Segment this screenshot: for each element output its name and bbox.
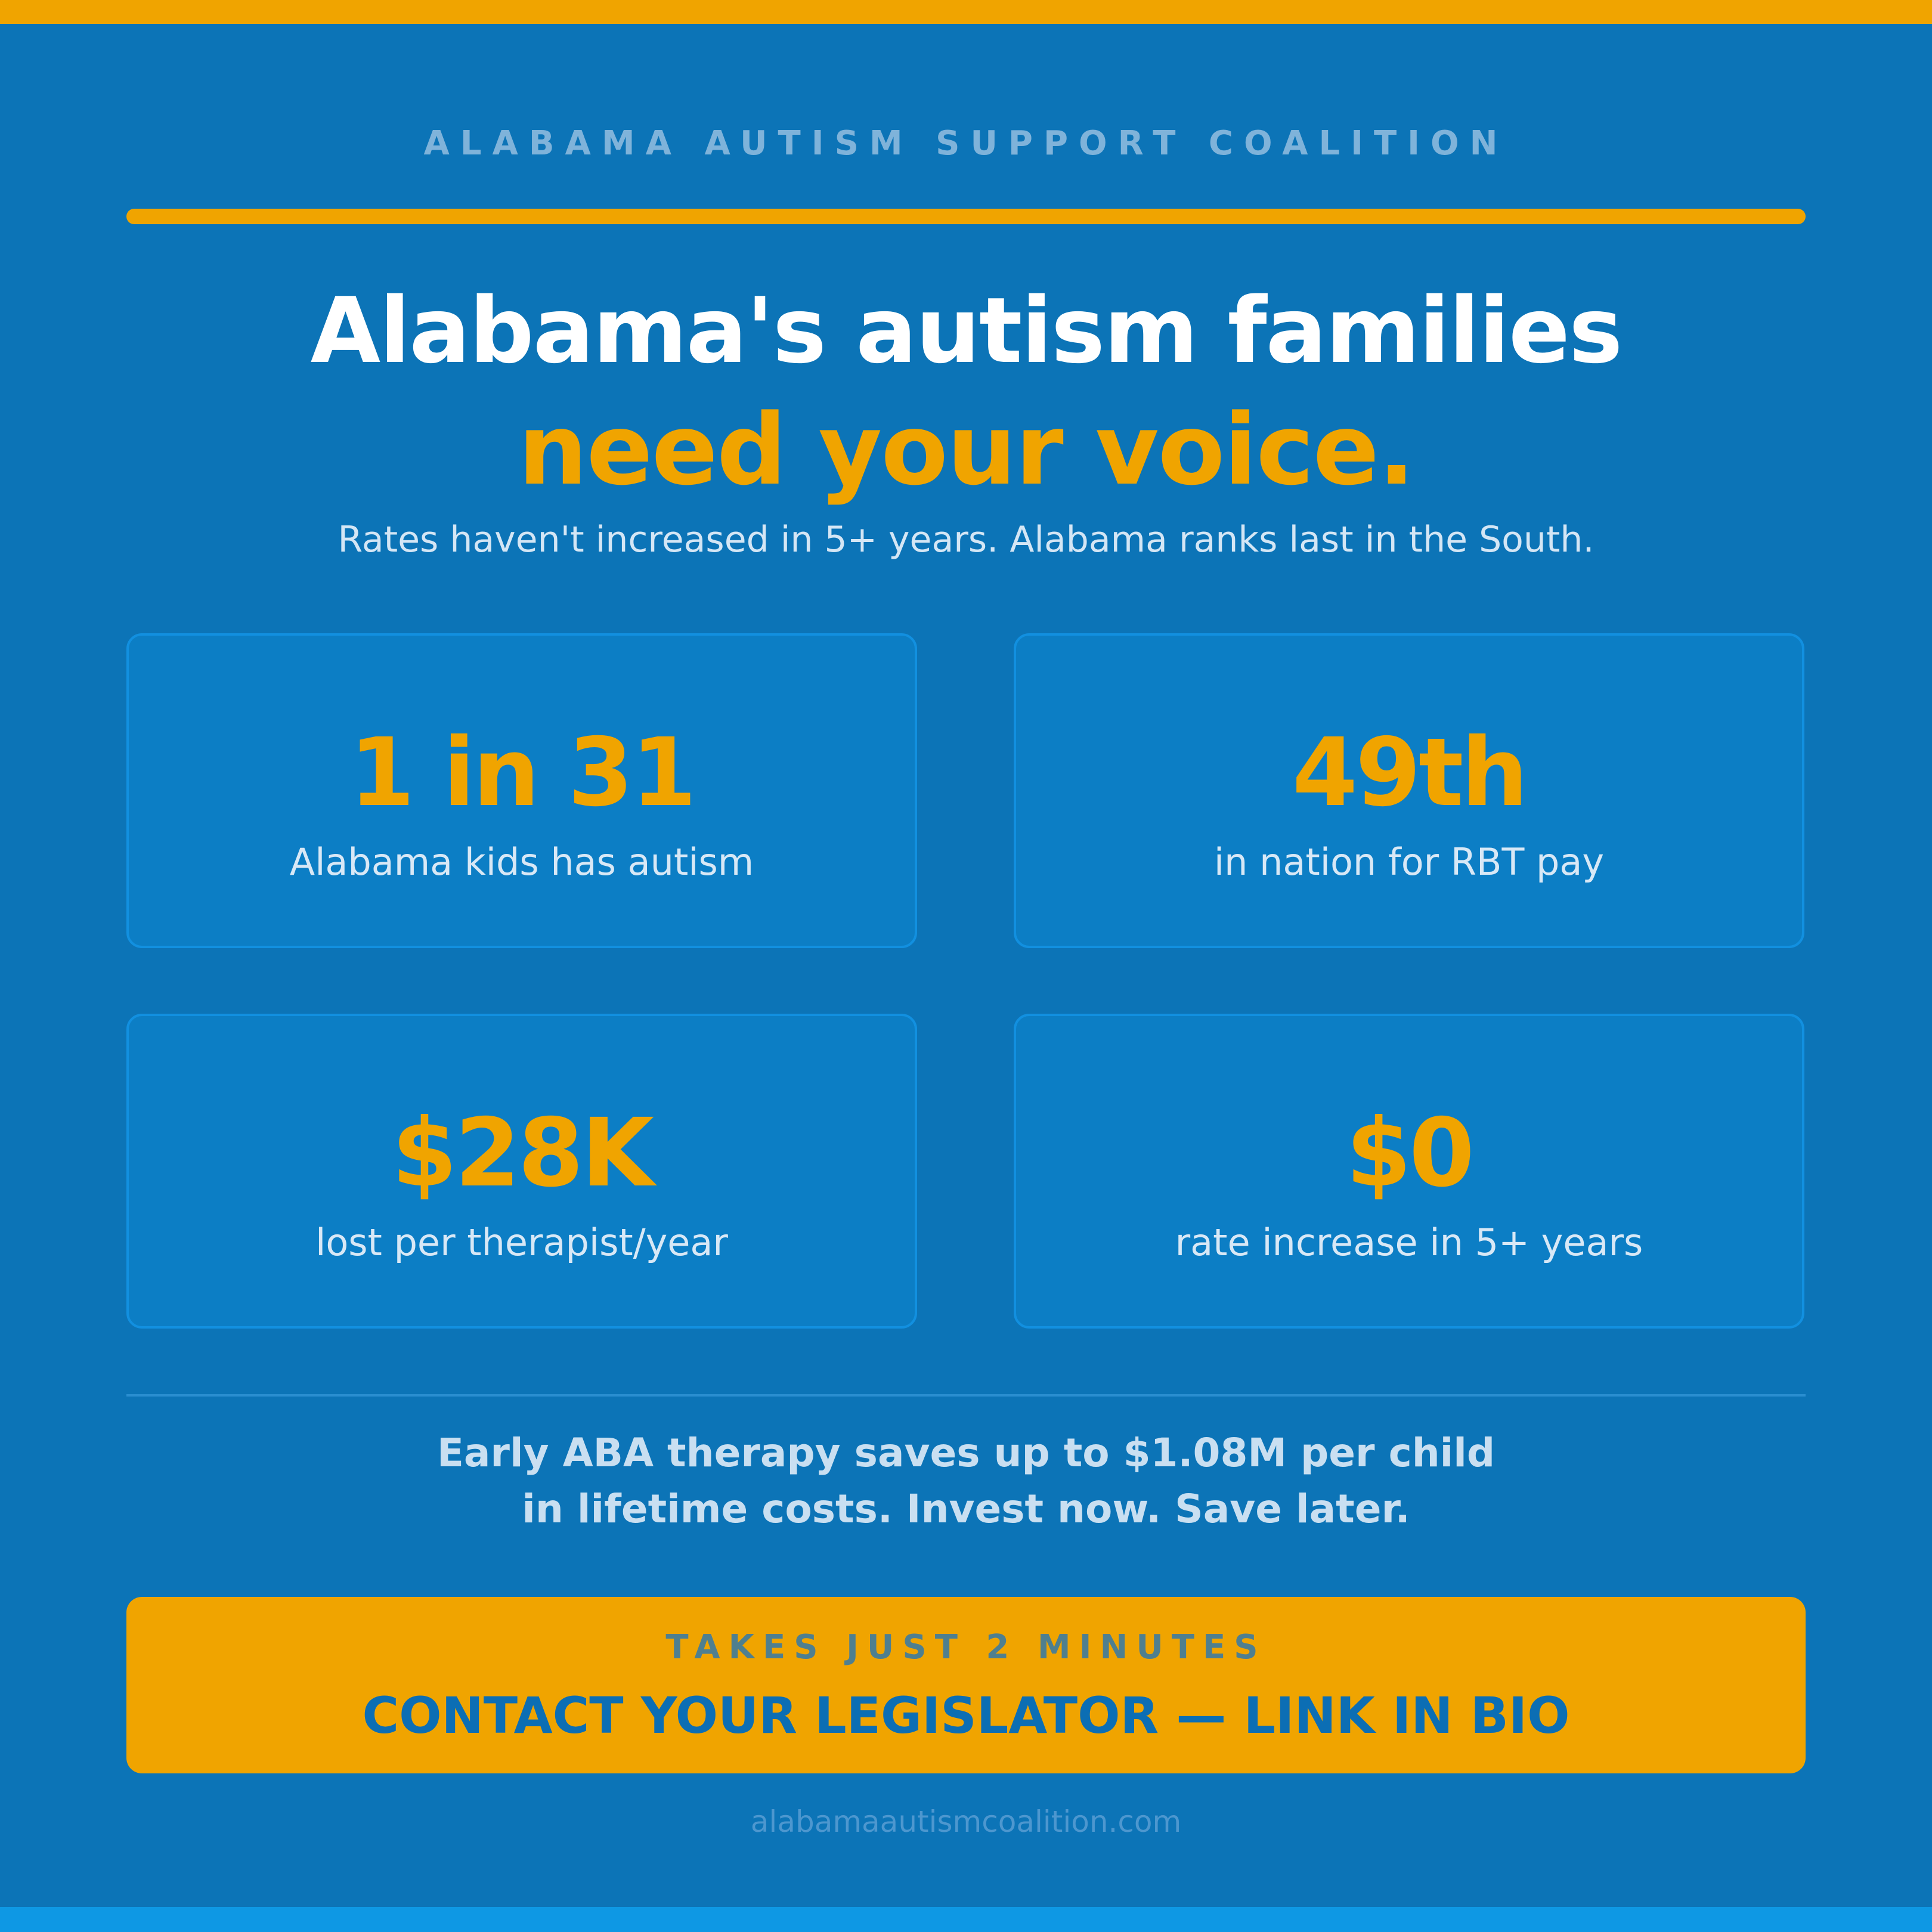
cta-kicker: TAKES JUST 2 MINUTES (665, 1628, 1267, 1667)
cta-action: CONTACT YOUR LEGISLATOR — LINK IN BIO (362, 1686, 1570, 1745)
stat-label: in nation for RBT pay (1213, 840, 1605, 884)
headline (0, 271, 1932, 510)
bottom-accent-bar (0, 1907, 1932, 1932)
stat-label: lost per therapist/year (315, 1221, 728, 1264)
stat-card-rbt-pay-rank (1014, 633, 1804, 948)
stat-value: 1 in 31 (349, 718, 695, 828)
top-accent-bar (0, 0, 1932, 24)
org-name-underline (126, 209, 1806, 224)
section-divider (126, 1394, 1806, 1397)
headline-line-1: Alabama's autism families (310, 278, 1622, 383)
stat-value: $0 (1346, 1098, 1472, 1208)
stat-value: $28K (391, 1098, 652, 1208)
headline-line-2: need your voice. (518, 393, 1414, 507)
stat-card-therapist-loss (126, 1014, 917, 1329)
stat-label: Alabama kids has autism (289, 840, 754, 884)
savings-message (0, 1425, 1932, 1537)
stat-value: 49th (1292, 718, 1526, 828)
website-url: alabamaautismcoalition.com (750, 1804, 1182, 1839)
stat-label: rate increase in 5+ years (1175, 1221, 1643, 1264)
org-name: ALABAMA AUTISM SUPPORT COALITION (423, 124, 1509, 163)
subheadline: Rates haven't increased in 5+ years. Alabama ranks last in the South. (338, 519, 1594, 561)
cta-banner[interactable] (126, 1597, 1806, 1773)
savings-line-2: in lifetime costs. Invest now. Save later. (522, 1486, 1410, 1532)
savings-line-1: Early ABA therapy saves up to $1.08M per child (436, 1430, 1496, 1476)
stat-card-autism-rate (126, 633, 917, 948)
stat-card-rate-increase (1014, 1014, 1804, 1329)
